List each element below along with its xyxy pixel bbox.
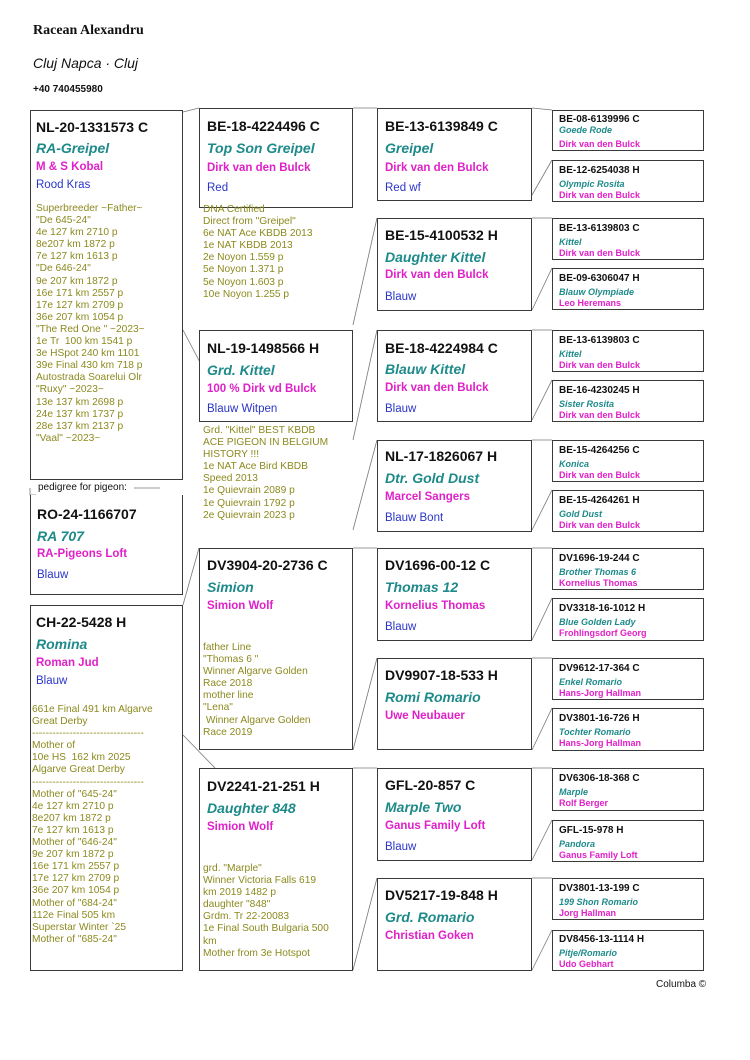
gen2-name: Top Son Greipel [207, 140, 315, 156]
gen4-ring: BE-12-6254038 H [559, 165, 640, 176]
gen3-breeder: Uwe Neubauer [385, 710, 465, 722]
gen3-card [377, 548, 532, 641]
gen2-notes: Grd. "Kittel" BEST KBDB ACE PIGEON IN BELGIUM HISTORY !!! 1e NAT Ace Bird KBDB Speed 2013 1e Quievrain 2089 p 1e Quievrain 1792 p 2e Quievrain 2023 p [203, 425, 329, 521]
gen4-ring: DV3318-16-1012 H [559, 603, 646, 614]
gen4-breeder: Dirk van den Bulck [559, 470, 641, 480]
gen3-name: Dtr. Gold Dust [385, 470, 480, 486]
gen3-name: Marple Two [385, 799, 462, 815]
sire-name: RA-Greipel [36, 140, 110, 156]
gen4-card [552, 268, 704, 310]
gen3-breeder: Christian Goken [385, 930, 474, 942]
gen3-colour: Blauw [385, 621, 417, 633]
gen4-ring: DV3801-13-199 C [559, 883, 640, 894]
gen2-breeder: Simion Wolf [207, 600, 274, 612]
gen4-ring: BE-15-4264261 H [559, 495, 640, 506]
sire-ring: NL-20-1331573 C [36, 119, 149, 135]
gen3-breeder: Dirk van den Bulck [385, 162, 489, 174]
gen4-ring: DV9612-17-364 C [559, 663, 640, 674]
gen4-breeder: Dirk van den Bulck [559, 360, 641, 370]
gen4-breeder: Dirk van den Bulck [559, 248, 641, 258]
gen4-ring: GFL-15-978 H [559, 825, 624, 836]
gen3-breeder: Kornelius Thomas [385, 600, 486, 612]
gen3-name: Blauw Kittel [385, 361, 466, 377]
gen2-notes: father Line "Thomas 6 " Winner Algarve Golden Race 2018 mother line "Lena" Winner Algarve Golden Race 2019 [203, 642, 311, 738]
gen4-breeder: Rolf Berger [559, 798, 609, 808]
gen2-name: Grd. Kittel [207, 362, 275, 378]
gen4-name: Brother Thomas 6 [559, 567, 637, 577]
gen2-card [199, 108, 353, 208]
gen3-colour: Blauw [385, 403, 417, 415]
owner-phone: +40 740455980 [33, 84, 103, 95]
gen2-notes: DNA Certified Direct from "Greipel" 6e NAT Ace KBDB 2013 1e NAT KBDB 2013 2e Noyon 1.559 p 5e Noyon 1.371 p 5e Noyon 1.603 p 10e Noyon 1.255 p [203, 204, 313, 300]
gen4-card [552, 878, 704, 920]
gen4-ring: DV3801-16-726 H [559, 713, 640, 724]
owner-name: Racean Alexandru [33, 23, 144, 38]
gen3-ring: BE-13-6139849 C [385, 118, 498, 134]
gen3-ring: DV5217-19-848 H [385, 887, 498, 903]
gen4-name: 199 Shon Romario [559, 897, 639, 907]
gen4-name: Tochter Romario [559, 727, 631, 737]
gen4-card [552, 768, 704, 811]
gen4-ring: BE-13-6139803 C [559, 335, 640, 346]
footer-credit: Columba © [656, 979, 707, 990]
gen3-colour: Blauw [385, 291, 417, 303]
gen4-name: Blue Golden Lady [559, 617, 636, 627]
gen4-ring: DV6306-18-368 C [559, 773, 640, 784]
gen4-ring: BE-15-4264256 C [559, 445, 640, 456]
gen3-name: Grd. Romario [385, 909, 475, 925]
gen2-breeder: Simion Wolf [207, 821, 274, 833]
gen4-name: Blauw Olympiade [559, 287, 635, 297]
gen4-card [552, 820, 704, 862]
sire-notes: Superbreeder ~Father~ "De 645-24" 4e 127 km 2710 p 8e207 km 1872 p 7e 127 km 1613 p "De 646-24" 9e 207 km 1872 p 16e 171 km 2557 p 17e 127 km 2709 p 36e 207 km 1054 p "The Red One " ~2023~ 1e Tr 100 km 1541 p 3e HSpot 240 km 1101 39e Final 430 km 718 p Autostrada Soarelui Olr "Ruxy" ~2023~ 13e 137 km 2698 p 24e 137 km 1737 p 28e 137 km 2137 p "Vaal" ~2023~ [36, 203, 145, 444]
gen4-name: Pitje/Romario [559, 948, 618, 958]
gen4-name: Pandora [559, 839, 596, 849]
owner-location: Cluj Napca · Cluj [33, 55, 139, 71]
gen3-name: Romi Romario [385, 689, 481, 705]
gen4-breeder: Ganus Family Loft [559, 850, 638, 860]
sire-breeder: M & S Kobal [36, 161, 104, 173]
gen4-name: Olympic Rosita [559, 179, 625, 189]
gen2-ring: NL-19-1498566 H [207, 340, 320, 356]
gen2-notes: grd. "Marple" Winner Victoria Falls 619 km 2019 1482 p daughter "848" Grdm. Tr 22-20083 1e Final South Bulgaria 500 km Mother from 3e Hotspot [203, 863, 329, 959]
gen3-breeder: Marcel Sangers [385, 491, 471, 503]
gen3-ring: NL-17-1826067 H [385, 448, 498, 464]
gen3-ring: DV1696-00-12 C [385, 557, 491, 573]
gen4-ring: BE-08-6139996 C [559, 114, 640, 125]
gen4-card [552, 330, 704, 372]
gen3-card [377, 108, 532, 201]
gen3-card [377, 440, 532, 532]
gen3-card [377, 658, 532, 750]
gen4-card [552, 930, 704, 971]
gen4-name: Marple [559, 787, 589, 797]
gen4-breeder: Leo Heremans [559, 298, 622, 308]
gen2-ring: DV3904-20-2736 C [207, 557, 328, 573]
gen2-ring: DV2241-21-251 H [207, 778, 320, 794]
gen2-name: Simion [207, 579, 254, 595]
gen3-card [377, 878, 532, 971]
gen3-breeder: Dirk van den Bulck [385, 269, 489, 281]
subject-breeder: RA-Pigeons Loft [37, 548, 128, 560]
gen2-card [199, 330, 353, 422]
gen4-name: Enkel Romario [559, 677, 623, 687]
gen4-name: Kittel [559, 349, 582, 359]
gen4-card [552, 440, 704, 482]
gen4-ring: DV8456-13-1114 H [559, 934, 645, 945]
gen3-name: Thomas 12 [385, 579, 459, 595]
gen4-breeder: Hans-Jorg Hallman [559, 688, 642, 698]
dam-name: Romina [36, 636, 88, 652]
gen3-breeder: Dirk van den Bulck [385, 382, 489, 394]
gen4-name: Gold Dust [559, 509, 602, 519]
gen4-name: Goede Rode [559, 125, 613, 135]
subject-name: RA 707 [37, 528, 84, 544]
gen3-card [377, 218, 532, 311]
pedigree-label: pedigree for pigeon: [38, 482, 127, 493]
gen4-breeder: Dirk van den Bulck [559, 520, 641, 530]
gen4-card [552, 218, 704, 260]
gen2-colour: Red [207, 182, 229, 194]
gen2-breeder: Dirk van den Bulck [207, 162, 311, 174]
gen3-ring: DV9907-18-533 H [385, 667, 498, 683]
gen3-card [377, 768, 532, 861]
gen3-colour: Red wf [385, 182, 421, 194]
gen4-breeder: Udo Gebhart [559, 959, 614, 969]
gen2-breeder: 100 % Dirk vd Bulck [207, 383, 317, 395]
gen3-colour: Blauw Bont [385, 512, 444, 524]
subject-colour: Blauw [37, 569, 69, 581]
gen4-name: Kittel [559, 237, 582, 247]
gen4-card [552, 490, 704, 532]
gen4-card [552, 110, 704, 151]
subject-pigeon-card [30, 495, 183, 595]
gen4-breeder: Dirk van den Bulck [559, 410, 641, 420]
gen4-breeder: Hans-Jorg Hallman [559, 738, 642, 748]
gen3-name: Daughter Kittel [385, 249, 486, 265]
gen4-breeder: Jorg Hallman [559, 908, 617, 918]
subject-ring: RO-24-1166707 [37, 506, 137, 522]
gen4-breeder: Dirk van den Bulck [559, 139, 641, 149]
gen4-card [552, 598, 704, 641]
gen4-name: Sister Rosita [559, 399, 615, 409]
gen2-colour: Blauw Witpen [207, 403, 278, 415]
gen2-ring: BE-18-4224496 C [207, 118, 320, 134]
gen4-card [552, 160, 704, 202]
dam-breeder: Roman Jud [36, 657, 99, 669]
gen3-card [377, 330, 532, 422]
gen4-ring: BE-09-6306047 H [559, 273, 640, 284]
sire-card [30, 110, 183, 480]
gen4-breeder: Dirk van den Bulck [559, 190, 641, 200]
gen3-ring: BE-15-4100532 H [385, 227, 498, 243]
gen4-card [552, 658, 704, 700]
dam-ring: CH-22-5428 H [36, 614, 127, 630]
gen3-ring: BE-18-4224984 C [385, 340, 498, 356]
sire-colour: Rood Kras [36, 179, 91, 191]
gen3-ring: GFL-20-857 C [385, 777, 476, 793]
dam-colour: Blauw [36, 675, 68, 687]
gen4-ring: BE-13-6139803 C [559, 223, 640, 234]
gen4-ring: DV1696-19-244 C [559, 553, 640, 564]
gen3-name: Greipel [385, 140, 434, 156]
gen2-card [199, 548, 353, 750]
gen4-card [552, 708, 704, 751]
gen3-breeder: Ganus Family Loft [385, 820, 486, 832]
dam-card [30, 605, 183, 971]
gen2-name: Daughter 848 [207, 800, 296, 816]
gen3-colour: Blauw [385, 841, 417, 853]
gen4-ring: BE-16-4230245 H [559, 385, 640, 396]
gen4-card [552, 548, 704, 590]
gen2-card [199, 768, 353, 971]
gen4-breeder: Frohlingsdorf Georg [559, 628, 647, 638]
gen4-breeder: Kornelius Thomas [559, 578, 638, 588]
gen4-name: Konica [559, 459, 590, 469]
dam-notes: 661e Final 491 km Algarve Great Derby --------------------------------- Mother of 10e HS 162 km 2025 Algarve Great Derby --------------------------------- Mother of "645-24" 4e 127 km 2710 p 8e207 km 1872 p 7e 127 km 1613 p Mother of "646-24" 9e 207 km 1872 p 16e 171 km 2557 p 17e 127 km 2709 p 36e 207 km 1054 p Mother of "684-24" 112e Final 505 km Superstar Winter `25 Mother of "685-24" [32, 704, 153, 945]
gen4-card [552, 380, 704, 422]
